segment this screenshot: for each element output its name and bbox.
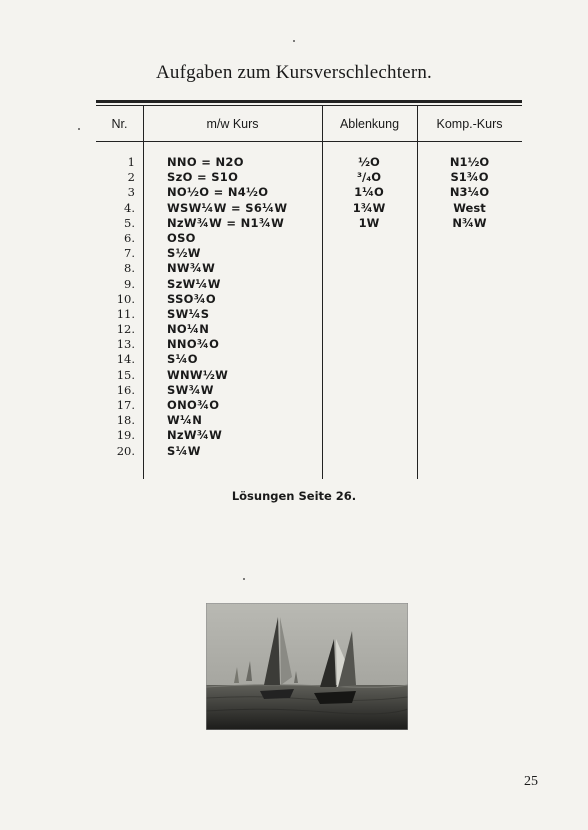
- row-number: 13.: [116, 337, 135, 352]
- deviation-cell: ½O: [358, 155, 380, 169]
- course-cell: WSW¼W = S6¼W: [167, 200, 288, 215]
- course-cell: SW¾W: [167, 382, 214, 397]
- compass-course-cell: S1¾O: [450, 170, 489, 185]
- course-cell: ONO¾O: [167, 398, 220, 412]
- table-row: [96, 185, 526, 200]
- table-row: [96, 352, 526, 367]
- table-header-rule: [96, 141, 522, 142]
- table-top-rule: [96, 100, 522, 103]
- deviation-cell: ³/₄O: [356, 170, 382, 185]
- course-cell: SW¼S: [167, 306, 210, 321]
- table-top-rule-thin: [96, 105, 522, 106]
- table-row: [96, 444, 526, 459]
- row-number: 4.: [124, 200, 135, 215]
- row-number: 11.: [116, 306, 135, 321]
- row-number: 17.: [116, 398, 135, 412]
- row-number: 9.: [124, 276, 135, 291]
- course-cell: NNO = N2O: [167, 155, 244, 169]
- course-cell: OSO: [167, 230, 196, 245]
- deviation-cell: 1W: [358, 215, 380, 230]
- table-row: [96, 231, 526, 246]
- compass-course-cell: N3¼O: [449, 185, 490, 200]
- row-number: 18.: [116, 413, 135, 428]
- table-row: [96, 292, 526, 307]
- table-body: [96, 155, 526, 459]
- course-cell: NNO¾O: [167, 337, 220, 352]
- ink-speck: [293, 40, 295, 42]
- row-number: 3: [127, 185, 135, 200]
- table-row: [96, 307, 526, 322]
- row-number: 2: [127, 170, 135, 185]
- page-number: 25: [524, 774, 538, 789]
- table-row: [96, 261, 526, 276]
- row-number: 20.: [116, 443, 135, 458]
- compass-course-cell: West: [453, 200, 486, 215]
- row-number: 19.: [116, 428, 135, 443]
- row-number: 15.: [116, 367, 135, 382]
- sailboat-photo: [206, 603, 408, 730]
- header-ablenkung: Ablenkung: [339, 117, 400, 131]
- row-number: 14.: [116, 352, 135, 367]
- table-row: [96, 201, 526, 216]
- course-cell: S¼O: [167, 352, 198, 367]
- table-row: [96, 428, 526, 443]
- table-row: [96, 337, 526, 352]
- course-cell: WNW½W: [167, 367, 229, 382]
- course-cell: NzW¾W = N1¾W: [167, 215, 285, 230]
- table-row: [96, 246, 526, 261]
- course-cell: S½W: [167, 246, 201, 261]
- table-row: [96, 413, 526, 428]
- row-number: 8.: [124, 261, 135, 276]
- page-title: Aufgaben zum Kursverschlechtern.: [156, 62, 432, 83]
- deviation-cell: 1¼O: [354, 185, 384, 200]
- row-number: 6.: [124, 230, 135, 245]
- course-cell: SzO = S1O: [167, 170, 239, 185]
- course-cell: NO½O = N4½O: [167, 185, 269, 200]
- table-row: [96, 398, 526, 413]
- table-row: [96, 216, 526, 231]
- row-number: 10.: [116, 291, 135, 306]
- row-number: 16.: [116, 382, 135, 397]
- row-number: 5.: [124, 215, 135, 230]
- row-number: 1: [127, 155, 135, 169]
- solutions-note: Lösungen Seite 26.: [231, 489, 357, 503]
- compass-course-cell: N1½O: [449, 155, 490, 169]
- ink-speck: [78, 128, 80, 130]
- table-row: [96, 155, 526, 170]
- header-kurs: m/w Kurs: [206, 117, 259, 131]
- table-row: [96, 368, 526, 383]
- course-cell: SzW¼W: [167, 276, 221, 291]
- header-komp-kurs: Komp.-Kurs: [436, 117, 503, 131]
- compass-course-cell: N¾W: [452, 215, 487, 230]
- row-number: 12.: [116, 322, 135, 337]
- course-cell: W¼N: [167, 413, 203, 428]
- course-cell: NzW¾W: [167, 428, 223, 443]
- table-row: [96, 383, 526, 398]
- table-row: [96, 170, 526, 185]
- table-row: [96, 322, 526, 337]
- course-cell: SSO¾O: [167, 291, 217, 306]
- header-nr: Nr.: [111, 117, 128, 131]
- course-cell: S¼W: [167, 443, 201, 458]
- course-cell: NW¾W: [167, 261, 216, 276]
- ink-speck: [243, 578, 245, 580]
- course-cell: NO¼N: [167, 322, 210, 337]
- row-number: 7.: [124, 246, 135, 261]
- deviation-cell: 1¾W: [352, 200, 386, 215]
- table-row: [96, 277, 526, 292]
